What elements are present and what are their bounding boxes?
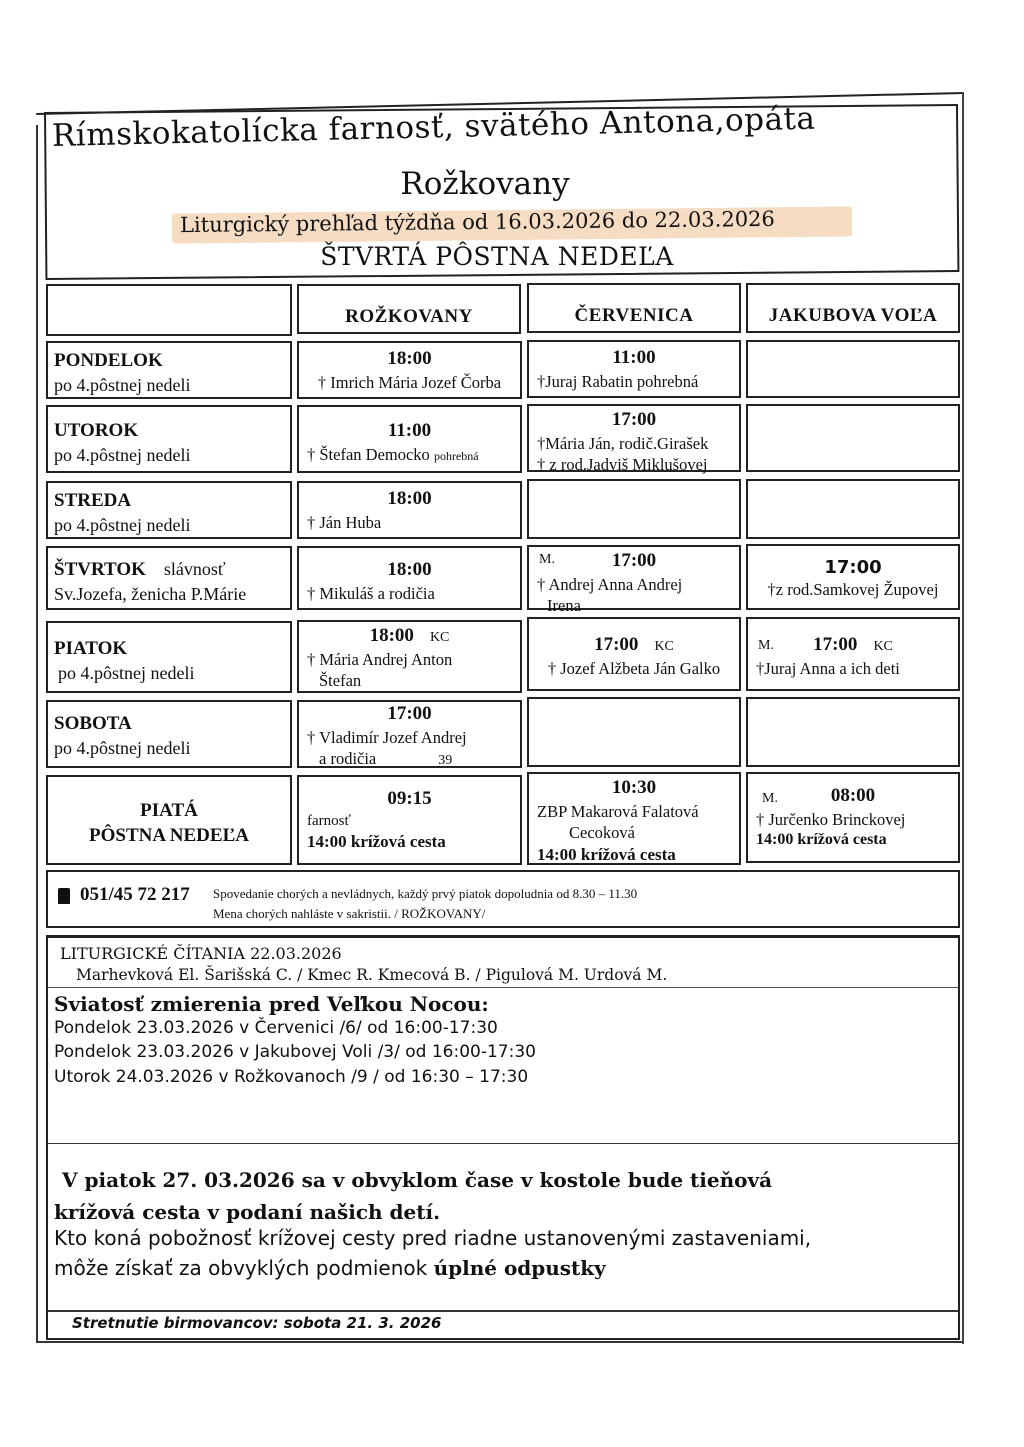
kc-marker: KC (873, 639, 893, 654)
day-name: PIATOK (54, 638, 128, 659)
phone-number: 051/45 72 217 (80, 884, 190, 905)
mass-intention: †z rod.Samkovej Župovej (767, 580, 939, 600)
day-feast-note: slávnosť (163, 559, 226, 579)
day-subtitle: po 4.pôstnej nedeli (54, 514, 191, 535)
mass-intention: †Juraj Anna a ich deti (756, 658, 900, 678)
day-cell-sobota (46, 700, 292, 768)
mass-type-label: M. (539, 552, 555, 567)
day-subtitle: po 4.pôstnej nedeli (54, 374, 191, 395)
mass-cell-utorok-jakubova-empty (746, 404, 960, 472)
mass-cell-sunday-jakubova (746, 772, 960, 863)
mass-type-label: M. (758, 638, 774, 653)
mass-time: 17:00 (611, 550, 657, 571)
mass-cell-piatok-jakubova (746, 617, 960, 691)
mass-intention: † Andrej Anna Andrej (537, 574, 683, 594)
mass-cell-sunday-rozkovany (297, 775, 522, 865)
parish-place: Rožkovany (400, 166, 570, 202)
mass-time: 10:30 (611, 777, 657, 798)
mass-intention: †Juraj Rabatin pohrebná (537, 371, 699, 391)
day-name: SOBOTA (54, 713, 132, 734)
mass-intention: † Jozef Alžbeta Ján Galko (547, 658, 721, 678)
mass-cell-stvrtok-cervenica (527, 545, 741, 616)
confession-line-1: Pondelok 23.03.2026 v Červenici /6/ od 16:00-17:30 (54, 1018, 498, 1038)
mass-intention-2: a rodičia (319, 749, 377, 769)
mass-time: 18:00 (387, 559, 432, 580)
sick-confession-info: Spovedanie chorých a nevládnych, každý prvý piatok dopoludnia od 8.30 – 11.30 (213, 886, 638, 901)
day-name: PONDELOK (54, 350, 163, 371)
info-box (46, 935, 960, 1340)
mass-time: 17:00 (387, 703, 432, 724)
day-name: UTOROK (54, 420, 139, 441)
mass-cell-stvrtok-jakubova (746, 544, 960, 610)
sunday-title: ŠTVRTÁ PÔSTNA NEDEĽA (320, 242, 674, 271)
mass-time: 17:00 (594, 634, 639, 655)
mass-time: 11:00 (387, 420, 432, 441)
announcement-line-1: V piatok 27. 03.2026 sa v obvyklom čase v kostole bude tieňová (62, 1168, 773, 1192)
mass-intention-2: Irena (547, 596, 581, 616)
day-subtitle: po 4.pôstnej nedeli (58, 662, 195, 683)
sick-names-info: Mena chorých nahláste v sakristii. / ROŽKOVANY/ (213, 906, 486, 921)
mass-cell-piatok-cervenica (527, 617, 741, 691)
mass-cell-pondelok-jakubova-empty (746, 340, 960, 398)
day-subtitle: PÔSTNA NEDEĽA (89, 824, 249, 846)
day-name: ŠTVRTOK (54, 559, 146, 580)
readings-readers: Marhevková El. Šarišská C. / Kmec R. Kmecová B. / Pigulová M. Urdová M. (76, 966, 668, 984)
kc-marker: KC (654, 639, 674, 654)
divider (48, 1143, 958, 1144)
mass-time: 17:00 (611, 409, 657, 430)
mass-intention-2: Štefan (319, 671, 362, 691)
day-cell-stvrtok (46, 546, 292, 610)
contact-box (46, 870, 960, 928)
day-name: PIATÁ (140, 800, 198, 821)
phone-icon (58, 888, 70, 904)
day-cell-utorok (46, 405, 292, 473)
mass-intention: † Imrich Mária Jozef Čorba (317, 372, 502, 392)
confirmation-meeting: Stretnutie birmovancov: sobota 21. 3. 2026 (72, 1314, 442, 1332)
column-header-jakubova-vola: JAKUBOVA VOĽA (746, 283, 960, 333)
column-header-cervenica: ČERVENICA (527, 283, 741, 333)
day-cell-piatok (46, 621, 292, 693)
announcement-line-4 (54, 1256, 606, 1280)
mass-cell-stvrtok-rozkovany (297, 546, 522, 610)
mass-time: 17:00 (813, 634, 858, 655)
mass-time: 18:00 (387, 488, 432, 509)
divider (48, 1310, 958, 1312)
mass-intention: † Jurčenko Brinckovej (756, 809, 906, 829)
mass-type-label: M. (762, 791, 778, 806)
kc-marker: KC (429, 630, 450, 645)
mass-cell-pondelok-rozkovany (297, 341, 522, 399)
confession-line-2: Pondelok 23.03.2026 v Jakubovej Voli /3/ od 16:00-17:30 (54, 1042, 536, 1062)
mass-intention: farnosť (307, 812, 351, 829)
column-header-rozkovany: ROŽKOVANY (297, 284, 521, 334)
mass-cell-sobota-jakubova-empty (746, 697, 960, 767)
mass-cell-streda-cervenica-empty (527, 479, 741, 539)
mass-cell-piatok-rozkovany (297, 620, 522, 693)
day-cell-streda (46, 481, 292, 539)
mass-cell-streda-rozkovany (297, 481, 522, 539)
mass-number: 39 (438, 753, 453, 769)
mass-intention: † Vladimír Jozef Andrej (307, 727, 467, 747)
stations-of-cross: 14:00 krížová cesta (756, 831, 887, 849)
mass-cell-sunday-cervenica (527, 772, 741, 865)
corner-empty-cell (46, 284, 292, 336)
mass-intention: †Mária Ján, rodič.Girašek (537, 433, 709, 453)
stations-of-cross: 14:00 krížová cesta (307, 832, 446, 852)
mass-time: 08:00 (830, 785, 876, 806)
divider (48, 987, 958, 988)
mass-intention: ZBP Makarová Falatová (537, 801, 699, 821)
parish-title: Rímskokatolícka farnosť, svätého Antona,opáta (51, 100, 816, 154)
mass-note: pohrebná (433, 448, 479, 463)
mass-time: 09:15 (387, 788, 432, 809)
mass-time: 18:00 (387, 348, 432, 369)
day-subtitle: po 4.pôstnej nedeli (54, 444, 191, 465)
mass-intention: † Mária Andrej Anton (307, 649, 453, 669)
mass-cell-sobota-cervenica-empty (527, 697, 741, 767)
mass-cell-sobota-rozkovany (297, 700, 522, 768)
mass-intention: † Mikuláš a rodičia (307, 583, 435, 603)
mass-time: 18:00 (369, 625, 414, 646)
frame-right-line (962, 92, 964, 1344)
week-range: Liturgický prehľad týždňa od 16.03.2026 do 22.03.2026 (179, 206, 775, 238)
mass-intention-2: Cecoková (569, 823, 635, 843)
mass-time: 11:00 (612, 347, 656, 368)
announcement-line-4-text: môže získať za obvyklých podmienok (54, 1256, 434, 1280)
indulgence-text: úplné odpustky (433, 1256, 606, 1280)
day-subtitle: po 4.pôstnej nedeli (54, 737, 191, 758)
mass-cell-utorok-cervenica (527, 404, 741, 475)
day-name: STREDA (54, 490, 132, 511)
stations-of-cross: 14:00 krížová cesta (537, 844, 676, 864)
mass-intention: † Ján Huba (307, 512, 382, 532)
mass-cell-pondelok-cervenica (527, 340, 741, 398)
day-cell-pondelok (46, 341, 292, 399)
confession-title: Sviatosť zmierenia pred Veľkou Nocou: (54, 992, 489, 1016)
day-cell-sunday (46, 775, 292, 865)
mass-cell-utorok-rozkovany (297, 405, 522, 473)
announcement-line-2: krížová cesta v podaní našich detí. (54, 1200, 441, 1224)
day-subtitle: Sv.Jozefa, ženicha P.Márie (54, 583, 247, 604)
mass-time: 17:00 (824, 557, 882, 578)
readings-title: LITURGICKÉ ČÍTANIA 22.03.2026 (60, 944, 342, 963)
mass-intention: † Štefan Democko (307, 444, 430, 464)
mass-cell-streda-jakubova-empty (746, 479, 960, 539)
announcement-line-3: Kto koná pobožnosť krížovej cesty pred riadne ustanovenými zastaveniami, (54, 1226, 812, 1250)
confession-line-3: Utorok 24.03.2026 v Rožkovanoch /9 / od 16:30 – 17:30 (54, 1067, 529, 1087)
mass-intention-2: † z rod.Jadviš Miklušovej (537, 455, 708, 475)
